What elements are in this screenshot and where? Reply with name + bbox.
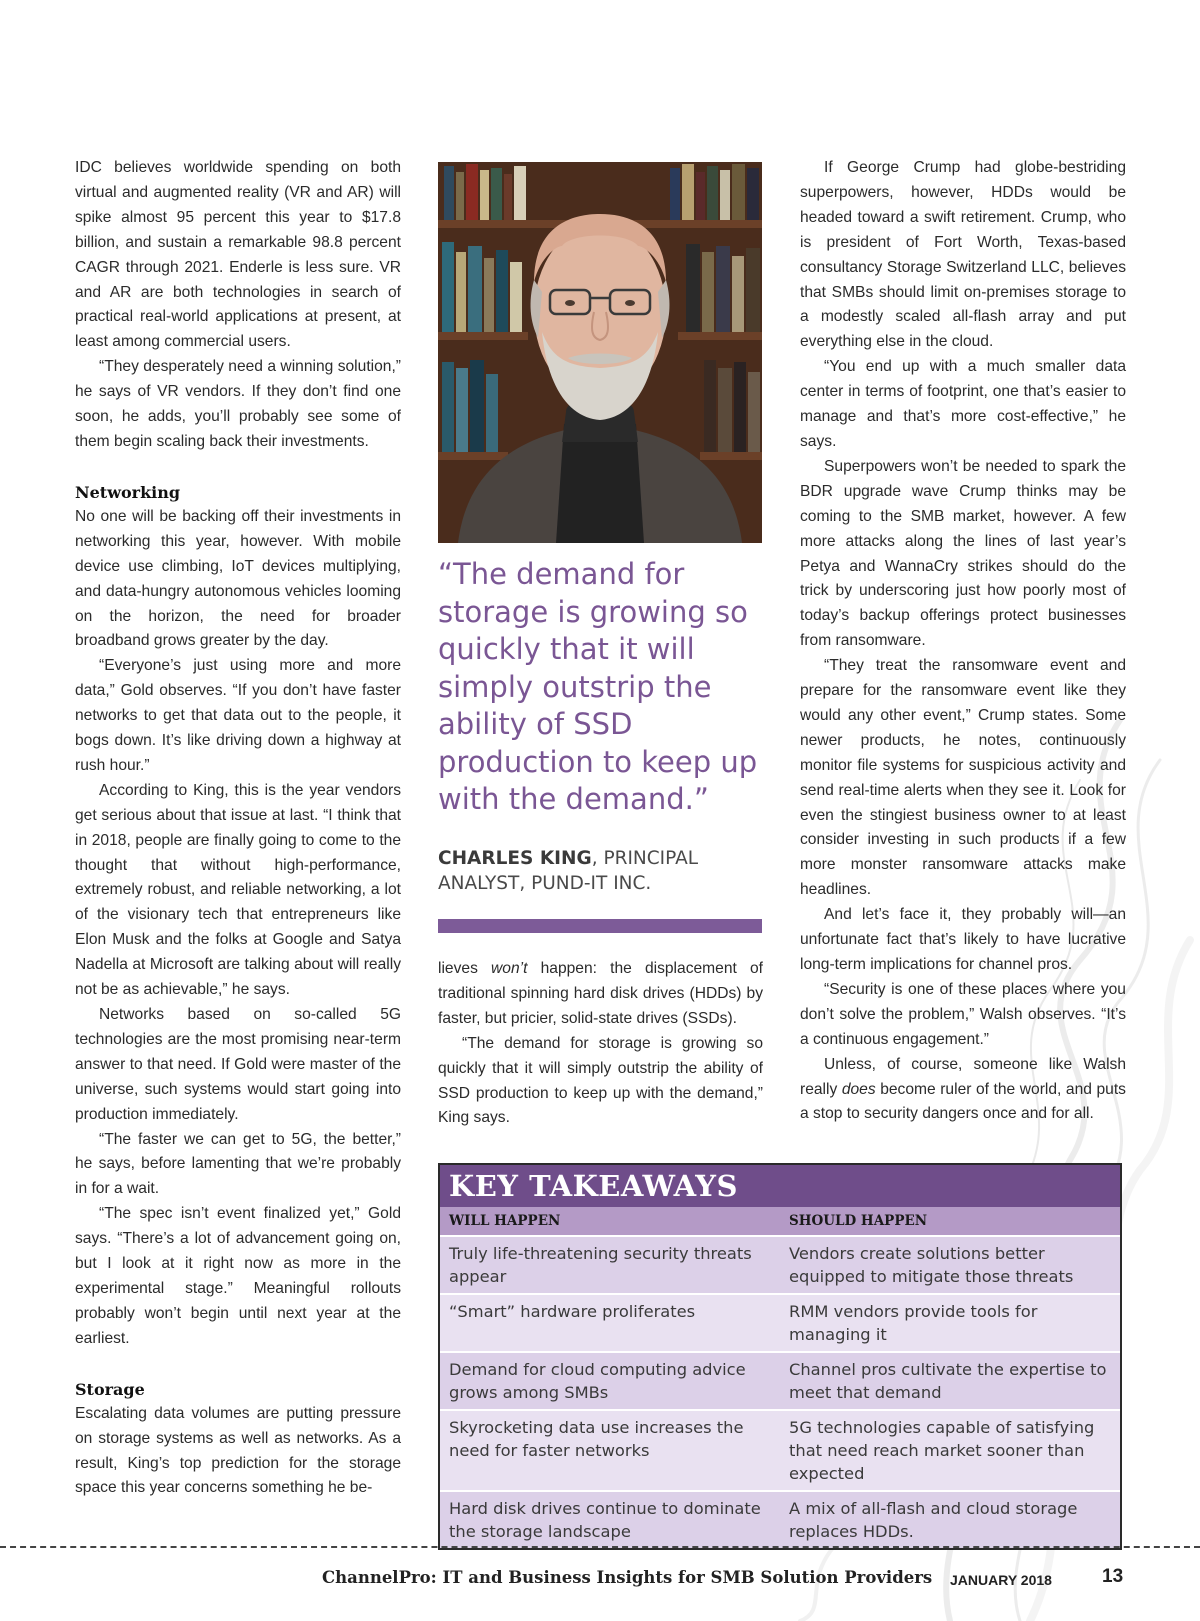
- middle-paragraph-2: “The demand for storage is growing so quickly that it will simply outstrip the ability of SSD production to keep up with the demand,” King says.: [438, 1034, 763, 1127]
- will-happen-cell: “Smart” hardware proliferates: [440, 1294, 780, 1352]
- attribution-name: CHARLES KING: [438, 848, 592, 869]
- pull-quote: “The demand for storage is growing so quickly that it will simply outstrip the ability of SSD production to keep up with the demand.”: [438, 557, 758, 816]
- right-paragraph-6: “Security is one of these places where you don’t solve the problem,” Walsh observes. “It’s a continuous engagement.”: [800, 980, 1126, 1048]
- middle-paragraph-1-start: lieves: [438, 960, 492, 977]
- table-row: [440, 1352, 1120, 1410]
- right-paragraph-7-emphasis: does: [841, 1080, 876, 1098]
- middle-column: [438, 957, 763, 1131]
- heading-storage: Storage: [75, 1379, 145, 1399]
- attribution-title: , PRINCIPAL ANALYST, PUND-IT INC.: [438, 848, 699, 894]
- header-should-happen: SHOULD HAPPEN: [780, 1207, 1120, 1236]
- left-paragraph-4: “Everyone’s just using more and more data,” Gold observes. “If you don’t have faster networks to get that data out to the people, it bogs down. It’s like driving down a highway at rush hour.”: [75, 657, 401, 774]
- footer-date: JANUARY 2018: [950, 1572, 1052, 1588]
- table-row: [440, 1294, 1120, 1352]
- should-happen-cell: Channel pros cultivate the expertise to meet that demand: [780, 1352, 1120, 1410]
- will-happen-cell: Demand for cloud computing advice grows among SMBs: [440, 1352, 780, 1410]
- right-paragraph-1: If George Crump had globe-bestriding superpowers, however, HDDs would be headed toward a swift retirement. Crump, who is president of Fort Worth, Texas-based consultancy Storage Switzerland LLC, believes that SMBs should limit on-premises storage to a modestly scaled all-flash array and put everything else in the cloud.: [800, 159, 1126, 351]
- footer-divider: [0, 1546, 1200, 1548]
- right-paragraph-2: “You end up with a much smaller data center in terms of footprint, one that’s easier to manage and that’s more cost-effective,” he says.: [800, 358, 1126, 450]
- left-paragraph-6: Networks based on so-called 5G technologies are the most promising near-term answer to that need. If Gold were master of the universe, such systems would start going into production immediately.: [75, 1006, 401, 1123]
- right-paragraph-5: And let’s face it, they probably will—an unfortunate fact that’s likely to have lucrative long-term implications for channel pros.: [800, 906, 1126, 973]
- right-column: [800, 156, 1126, 1127]
- middle-paragraph-1: [438, 957, 763, 1032]
- footer-publication: ChannelPro: IT and Business Insights for SMB Solution Providers: [322, 1568, 933, 1587]
- will-happen-cell: Hard disk drives continue to dominate the storage landscape: [440, 1491, 780, 1548]
- right-paragraph-7-start: Unless, of course, someone like Walsh really: [800, 1055, 1126, 1098]
- should-happen-cell: A mix of all-flash and cloud storage replaces HDDs.: [780, 1491, 1120, 1548]
- left-paragraph-8: “The spec isn’t event finalized yet,” Gold says. “There’s a lot of advancement going on, but I look at it right now as more in the experimental stage.” Meaningful rollouts probably won’t begin until next year at the earliest.: [75, 1205, 401, 1347]
- header-will-happen: WILL HAPPEN: [440, 1207, 780, 1236]
- right-paragraph-4: “They treat the ransomware event and prepare for the ransomware event like they would any other event,” Crump states. Some newer products, he notes, continuously monitor file systems for suspicious activity and send real-time alerts when they see it. Look for even the stingiest business owner to at least consider investing in such products if a few more monster ransomware attacks make headlines.: [800, 657, 1126, 899]
- should-happen-cell: Vendors create solutions better equipped to mitigate those threats: [780, 1236, 1120, 1294]
- right-paragraph-3: Superpowers won’t be needed to spark the BDR upgrade wave Crump thinks may be coming to the SMB market, however. A few more attacks along the lines of last year’s Petya and WannaCry strikes should do the trick by underscoring just how poorly most of today’s backup offerings protect businesses from ransomware.: [800, 457, 1126, 650]
- table-row: [440, 1236, 1120, 1294]
- will-happen-cell: Skyrocketing data use increases the need for faster networks: [440, 1410, 780, 1491]
- key-takeaways-title: KEY TAKEAWAYS: [440, 1165, 1120, 1207]
- key-takeaways-table: [440, 1207, 1120, 1548]
- table-row: [440, 1491, 1120, 1548]
- left-paragraph-9: Escalating data volumes are putting pressure on storage systems as well as networks. As a result, King’s top prediction for the storage space this year concerns something he be-: [75, 1404, 401, 1497]
- page-number: 13: [1102, 1566, 1124, 1587]
- left-paragraph-7: “The faster we can get to 5G, the better,” he says, before lamenting that we’re probably in for a wait.: [75, 1130, 401, 1198]
- right-paragraph-7-rest: become ruler of the world, and puts a stop to security dangers once and for all.: [800, 1080, 1126, 1123]
- should-happen-cell: RMM vendors provide tools for managing it: [780, 1294, 1120, 1352]
- pull-quote-attribution: [438, 846, 768, 896]
- pull-quote-divider: [438, 919, 762, 933]
- left-column: [75, 156, 401, 1501]
- heading-networking: Networking: [75, 482, 181, 502]
- table-row: [440, 1410, 1120, 1491]
- should-happen-cell: 5G technologies capable of satisfying that need reach market sooner than expected: [780, 1410, 1120, 1491]
- left-paragraph-2: “They desperately need a winning solution,” he says of VR vendors. If they don’t find one soon, he adds, you’ll probably see some of them begin scaling back their investments.: [75, 358, 401, 450]
- middle-paragraph-1-rest: happen: the displacement of traditional spinning hard disk drives (HDDs) by faster, but pricier, solid-state drives (SSDs).: [438, 960, 763, 1027]
- middle-paragraph-1-emphasis: won’t: [491, 960, 528, 977]
- left-paragraph-1: IDC believes worldwide spending on both virtual and augmented reality (VR and AR) will spike almost 95 percent this year to $17.8 billion, and sustain a remarkable 98.8 percent CAGR through 2021. Enderle is less sure. VR and AR are both technologies in search of practical real-world applications at present, at least among commercial users.: [75, 159, 401, 351]
- key-takeaways-box: [438, 1163, 1122, 1550]
- portrait-photo: [438, 162, 762, 543]
- will-happen-cell: Truly life-threatening security threats appear: [440, 1236, 780, 1294]
- left-paragraph-5: According to King, this is the year vendors get serious about that issue at last. “I think that in 2018, people are finally going to come to the thought that without high-performance, extremely robust, and reliable networking, a lot of the visionary tech that entrepreneurs like Elon Musk and the folks at Google and Satya Nadella at Microsoft are talking about will really not be as achievable,” he says.: [75, 781, 401, 999]
- left-paragraph-3: No one will be backing off their investments in networking this year, however. With mobile device use climbing, IoT devices multiplying, and data-hungry autonomous vehicles looming on the horizon, the need for broader broadband grows greater by the day.: [75, 507, 401, 650]
- right-paragraph-7: [800, 1053, 1126, 1128]
- table-header-row: [440, 1207, 1120, 1236]
